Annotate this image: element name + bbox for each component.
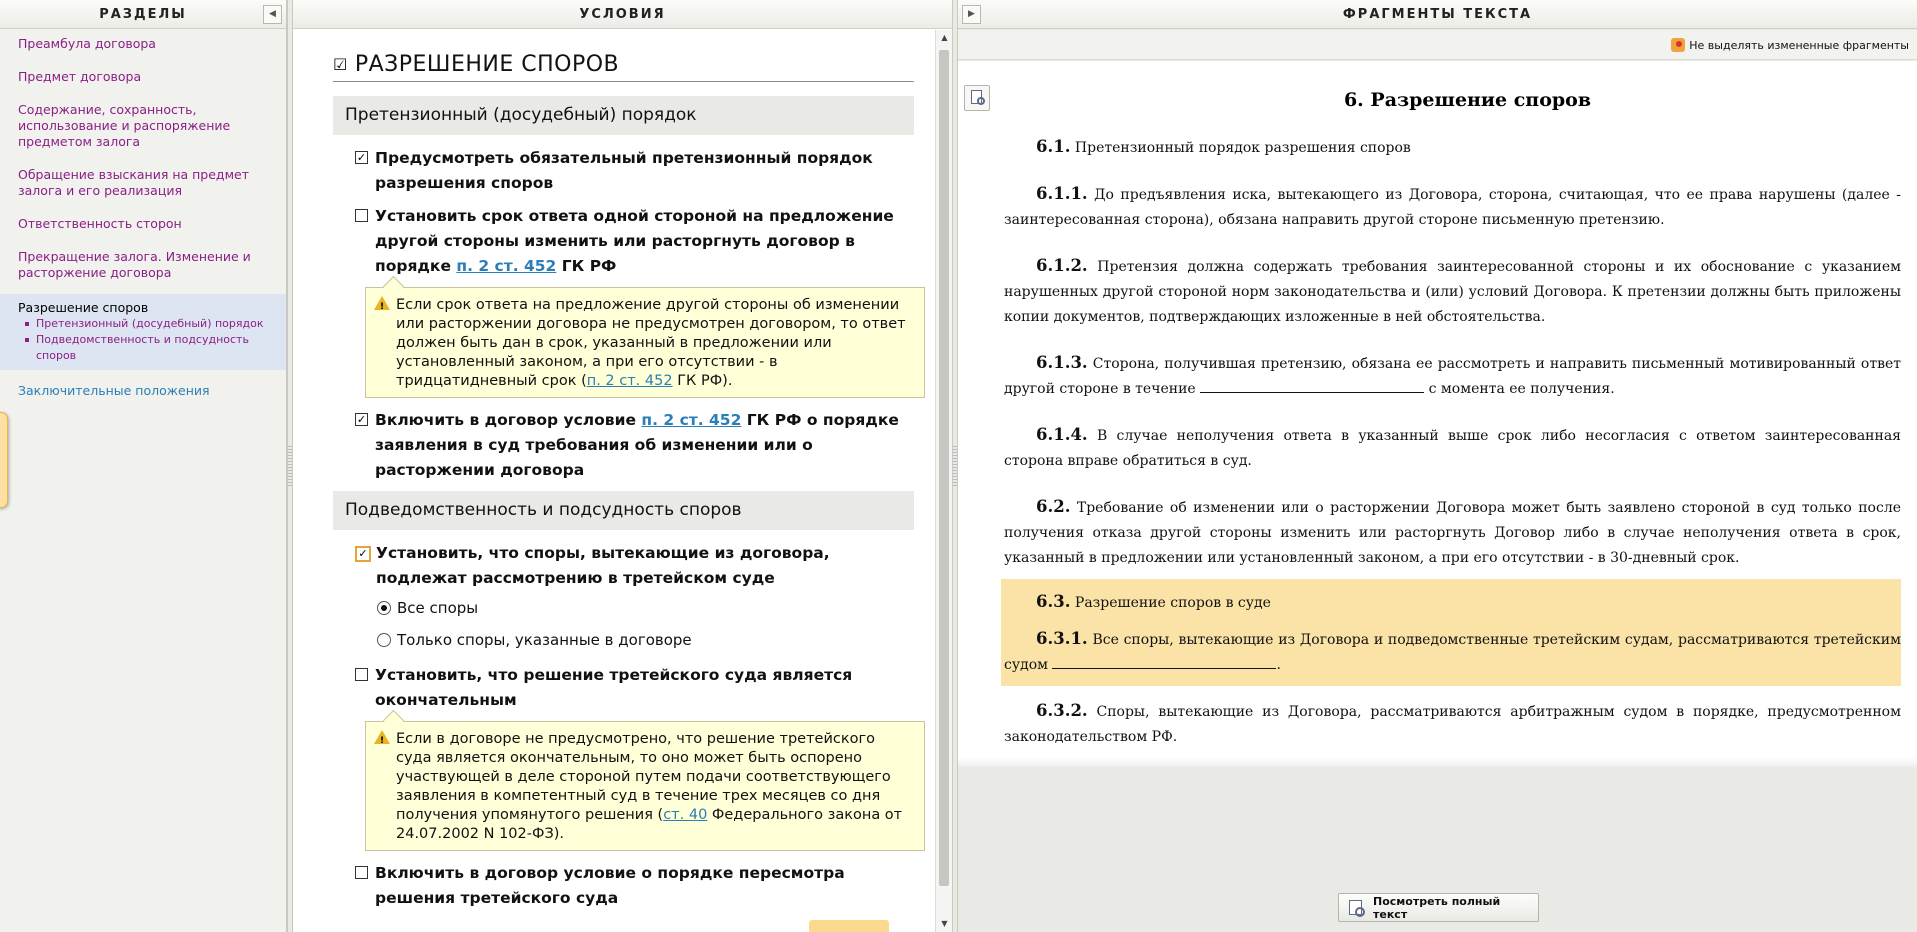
option-response-term-text-b: ГК РФ [556, 257, 617, 275]
no-highlight-toggle-label: Не выделять измененные фрагменты [1689, 38, 1909, 52]
nav-item-final-provisions[interactable]: Заключительные положения [18, 383, 210, 398]
clause-number: 6.1.4. [1036, 425, 1088, 444]
nav-item-subject[interactable]: Предмет договора [18, 69, 142, 84]
clause-number: 6.1.1. [1036, 184, 1088, 203]
conditions-panel [293, 0, 952, 932]
option-court-procedure-text-b: ГК РФ о порядке заявления в суд требования об изменении или о расторжении договора [375, 411, 899, 479]
nav-subitem-pretrial[interactable]: Претензионный (досудебный) порядок [20, 316, 272, 332]
clause-6-3 [1004, 589, 1901, 616]
sections-header [0, 0, 286, 29]
blank-field [1052, 655, 1276, 669]
blank-field [1200, 379, 1424, 393]
clause-6-1-4 [1004, 422, 1901, 474]
link-p2-st452[interactable]: п. 2 ст. 452 [456, 257, 557, 275]
clause-number: 6.1. [1036, 137, 1071, 156]
warning-text-a: Если срок ответа на предложение другой стороны об изменении или расторжении договора не предусмотрен договором, то ответ должен быть дан в срок, указанный в предложении или установленный законом, а при его отсутствии - в тридцатидневный срок ( [396, 297, 906, 389]
document-text [958, 61, 1917, 750]
nav-subitems [18, 316, 272, 364]
warning2-text-a: Если в договоре не предусмотрено, что решение третейского суда является окончательным, то оно может быть оспорено участвующей в деле стороной путем подачи соответствующего заявления в компетентный суд в течение трех месяцев со дня получения упомянутого решения ( [396, 731, 891, 823]
view-full-text-button[interactable] [1338, 893, 1539, 922]
radio-all-disputes-circle[interactable] [377, 601, 391, 615]
document-view [958, 61, 1917, 767]
option-final-decision-label: Установить, что решение третейского суда является окончательным [375, 666, 853, 709]
fragments-header [958, 0, 1917, 29]
clause-text: Все споры, вытекающие из Договора и подведомственные третейским судам, рассматриваются третейским судом [1004, 632, 1901, 673]
collapse-left-panel-button[interactable]: ◀ [263, 5, 282, 24]
radio-specified-disputes-circle[interactable] [377, 633, 391, 647]
scroll-down-arrow-icon[interactable]: ▼ [941, 919, 948, 928]
doc-heading-number: 6. [1343, 89, 1364, 111]
nav-subitem-jurisdiction[interactable]: Подведомственность и подсудность споров [20, 332, 272, 364]
radio-all-disputes[interactable] [377, 599, 914, 617]
fragments-header-title: ФРАГМЕНТЫ ТЕКСТА [1342, 7, 1533, 22]
radio-specified-disputes[interactable] [377, 631, 914, 649]
clause-text: Сторона, получившая претензию, обязана ее рассмотреть и направить письменный мотивированный ответ другой стороне в течение [1004, 356, 1901, 397]
right-splitter-grip[interactable] [953, 446, 957, 486]
conditions-header-title: УСЛОВИЯ [579, 7, 666, 22]
checkbox-arbitration[interactable]: ✓ [355, 546, 371, 562]
clause-text: Споры, вытекающие из Договора, рассматриваются арбитражным судом в порядке, предусмотренном законодательством РФ. [1004, 704, 1901, 745]
doc-heading [1034, 89, 1901, 111]
clause-text-end: с момента ее получения. [1428, 381, 1615, 397]
clause-text: В случае неполучения ответа в указанный выше срок либо несогласия с ответом заинтересованная сторона вправе обратиться в суд. [1004, 428, 1902, 469]
warning-icon [374, 296, 390, 310]
warning-note-response-term [365, 287, 925, 398]
option-court-procedure-text-a: Включить в договор условие [375, 411, 642, 429]
find-in-text-button[interactable] [964, 85, 990, 111]
document-search-icon [1349, 900, 1362, 915]
highlighted-fragment [1001, 579, 1901, 686]
scroll-up-arrow-icon[interactable]: ▲ [941, 33, 948, 42]
option-arbitration[interactable] [355, 541, 925, 591]
clause-text: До предъявления иска, вытекающего из Договора, сторона, считающая, что ее права нарушены (далее - заинтересованная сторона), обязана направить другой стороне письменную претензию. [1004, 187, 1901, 228]
nav-item-content[interactable]: Содержание, сохранность, использование и распоряжение предметом залога [18, 102, 231, 149]
left-splitter-grip[interactable] [288, 446, 292, 486]
option-arbitration-label: Установить, что споры, вытекающие из договора, подлежат рассмотрению в третейском суде [376, 544, 830, 587]
clause-text: Претензия должна содержать требования заинтересованной стороны и их обоснование с указанием нарушенных другой стороной норм законодательства и (или) условий Договора. К претензии должны быть приложены копии документов, подтверждающих изложенные в ней обстоятельства. [1004, 259, 1901, 325]
radio-all-disputes-label: Все споры [397, 599, 479, 617]
nav-item-termination[interactable]: Прекращение залога. Изменение и расторжение договора [18, 249, 251, 280]
checkbox-court-procedure[interactable]: ✓ [356, 413, 367, 426]
fragments-toolbar [958, 30, 1917, 60]
orange-marker [809, 920, 889, 932]
checkbox-response-term[interactable] [355, 209, 368, 222]
radio-specified-disputes-label: Только споры, указанные в договоре [397, 631, 692, 649]
clause-text: Разрешение споров в суде [1074, 595, 1271, 611]
clause-number: 6.1.3. [1036, 353, 1088, 372]
section-title-text: РАЗРЕШЕНИЕ СПОРОВ [354, 52, 620, 77]
checkbox-final-decision[interactable] [355, 668, 368, 681]
clause-6-3-1 [1004, 626, 1901, 678]
option-court-procedure-label [375, 408, 925, 483]
checkbox-mandatory-claim[interactable]: ✓ [356, 151, 367, 164]
clause-6-1 [1004, 134, 1901, 161]
option-mandatory-claim-label: Предусмотреть обязательный претензионный порядок разрешения споров [375, 149, 873, 192]
option-response-term-label [375, 204, 925, 279]
option-response-term[interactable] [355, 204, 925, 279]
clause-number: 6.1.2. [1036, 256, 1088, 275]
option-mandatory-claim[interactable] [355, 146, 925, 196]
subsection-pretrial: Претензионный (досудебный) порядок [333, 96, 914, 135]
subsection-jurisdiction: Подведомственность и подсудность споров [333, 491, 914, 530]
link-p2-st452-2[interactable]: п. 2 ст. 452 [641, 411, 742, 429]
clause-number: 6.2. [1036, 497, 1071, 516]
nav-item-disputes-label[interactable]: Разрешение споров [18, 300, 149, 315]
clause-text: Претензионный порядок разрешения споров [1074, 140, 1411, 156]
conditions-header [293, 0, 952, 29]
fragments-panel [958, 0, 1917, 932]
clause-6-3-2 [1004, 698, 1901, 750]
warning2-text-b: Федерального закона от 24.07.2002 N 102-ФЗ). [396, 807, 903, 842]
warning-link-p2-st452[interactable]: п. 2 ст. 452 [586, 373, 673, 389]
section-title [333, 52, 914, 82]
clause-number: 6.3.2. [1036, 701, 1088, 720]
option-court-procedure[interactable] [355, 408, 925, 483]
warning-text-b: ГК РФ). [672, 373, 733, 389]
fragments-footer [958, 767, 1917, 932]
option-final-decision[interactable] [355, 663, 925, 713]
nav-item-foreclosure[interactable]: Обращение взыскания на предмет залога и его реализация [18, 167, 249, 198]
expand-panel-button[interactable]: ▶ [962, 5, 981, 24]
warning-note-final-decision [365, 721, 925, 851]
magnifier-icon [977, 97, 985, 105]
clause-text: Требование об изменении или о расторжении Договора может быть заявлено стороной в суд только после получения отказа другой стороны изменить или расторгнуть Договор либо в случае неполучения ответа в срок, указанный в предложении или установленный законом, а при его отсутствии - в 30-дневный срок. [1004, 500, 1901, 566]
sections-header-title: РАЗДЕЛЫ [99, 7, 187, 22]
side-tab-handle[interactable] [0, 412, 8, 508]
warning-icon [374, 730, 390, 744]
checkbox-review[interactable] [355, 866, 368, 879]
conditions-scroll-area [293, 30, 934, 932]
warning2-link-st40[interactable]: ст. 40 [663, 807, 708, 823]
nav-item-disputes-active[interactable] [0, 294, 286, 370]
clause-6-2 [1004, 494, 1901, 571]
sections-nav [0, 29, 286, 399]
nav-item-preamble[interactable]: Преамбула договора [18, 36, 156, 51]
section-checkbox[interactable]: ☑ [333, 55, 348, 74]
option-review[interactable] [355, 861, 925, 911]
sections-panel [0, 0, 287, 932]
clause-number: 6.3.1. [1036, 629, 1088, 648]
option-review-label: Включить в договор условие о порядке пересмотра решения третейского суда [375, 864, 845, 907]
clause-6-1-1 [1004, 181, 1901, 233]
scroll-thumb[interactable] [939, 50, 949, 886]
highlight-marker-icon [1671, 38, 1685, 52]
clause-6-1-2 [1004, 253, 1901, 330]
view-full-text-label: Посмотреть полный текст [1373, 894, 1501, 921]
option-response-term-text-a: Установить срок ответа одной стороной на предложение другой стороны изменить или расторгнуть договор в порядке [375, 207, 894, 275]
nav-item-liability[interactable]: Ответственность сторон [18, 216, 182, 231]
clause-6-1-3 [1004, 350, 1901, 402]
no-highlight-toggle[interactable] [1671, 38, 1909, 52]
clause-text-end: . [1276, 657, 1281, 673]
conditions-scrollbar[interactable] [935, 30, 952, 932]
clause-number: 6.3. [1036, 592, 1071, 611]
doc-heading-text: Разрешение споров [1370, 89, 1592, 111]
